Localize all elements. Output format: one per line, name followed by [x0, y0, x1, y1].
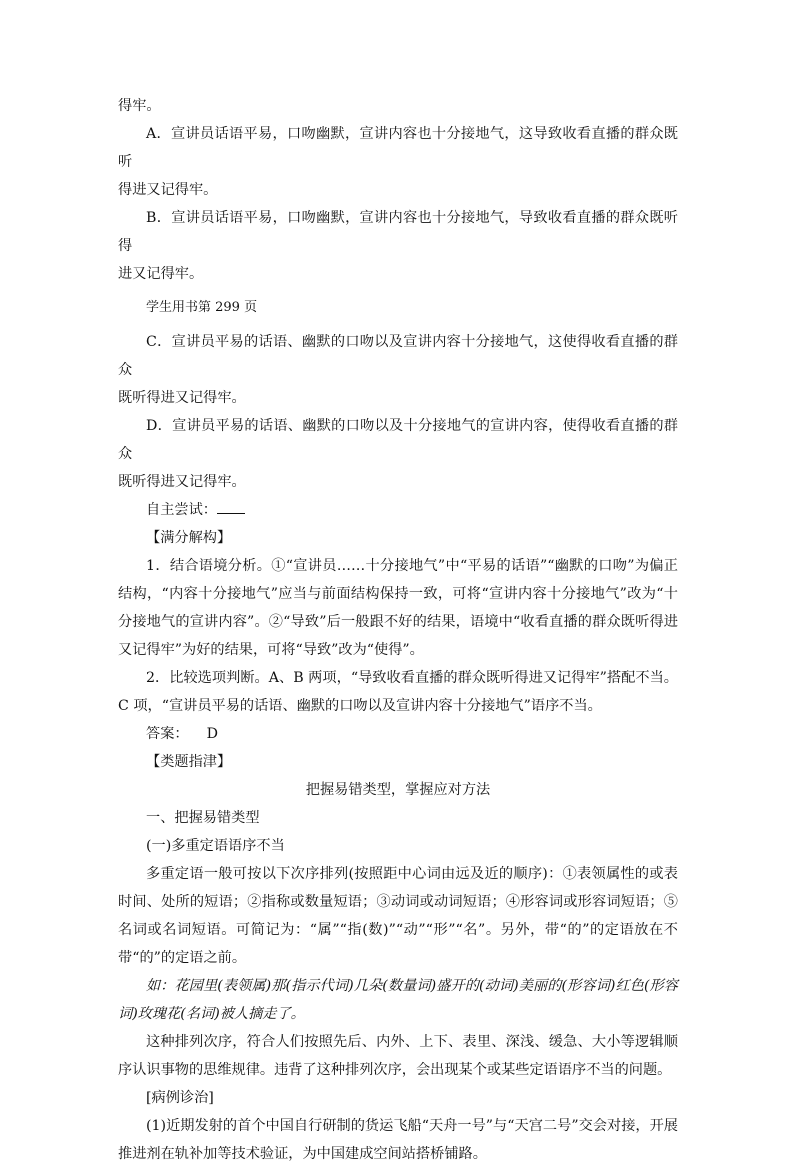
- answer-label: 答案：: [146, 726, 189, 742]
- option-a-line-1: A．宣讲员话语平易，口吻幽默，宣讲内容也十分接地气，这导致收看直播的群众既听: [118, 126, 678, 170]
- option-d-line-2: 既听得进又记得牢。: [118, 474, 246, 490]
- example-sentence: 如：花园里(表领属)那(指示代词)几朵(数量词)盛开的(动词)美丽的(形容词)红色(形容词)玫瑰花(名词)被人摘走了。: [118, 978, 678, 1022]
- body-paragraph-1: 多重定语一般可按以下次序排列(按照距中心词由远及近的顺序)：①表领属性的或表时间、处所的短语；②指称或数量短语；③动词或动词短语；④形容词或形容词短语；⑤名词或名词短语。可简记为：“属”“指(数)”“动”“形”“名”。另外，带“的”的定语放在不带“的”的定语之前。: [118, 866, 678, 966]
- section-title: 把握易错类型，掌握应对方法: [305, 782, 491, 798]
- answer-value: D: [206, 726, 218, 742]
- full-analysis-heading: 【满分解构】: [146, 530, 232, 546]
- option-a-line-2: 得进又记得牢。: [118, 182, 218, 198]
- option-b-line-2: 进又记得牢。: [118, 266, 204, 282]
- section-heading-1: 一、把握易错类型: [146, 810, 260, 826]
- analysis-2: 2．比较选项判断。A、B 两项，“导致收看直播的群众既听得进又记得牢”搭配不当。C 项，“宣讲员平易的话语、幽默的口吻以及宣讲内容十分接地气”语序不当。: [118, 670, 678, 714]
- option-c-line-1: C．宣讲员平易的话语、幽默的口吻以及宣讲内容十分接地气，这使得收看直播的群众: [118, 334, 678, 378]
- answer: [118, 720, 678, 748]
- self-try-label: 自主尝试：: [146, 502, 217, 518]
- analysis-1: 1．结合语境分析。①“宣讲员……十分接地气”中“平易的话语”“幽默的口吻”为偏正结构，“内容十分接地气”应当与前面结构保持一致，可将“宣讲内容十分接地气”改为“十分接地气的宣讲内容”。②“导致”后一般跟不好的结果，语境中“收看直播的群众既听得进又记得牢”为好的结果，可将“导致”改为“使得”。: [118, 558, 678, 658]
- document-page: [118, 92, 678, 1168]
- option-b-line-1: B．宣讲员话语平易，口吻幽默，宣讲内容也十分接地气，导致收看直播的群众既听得: [118, 210, 678, 254]
- subsection-heading-1: (一)多重定语语序不当: [146, 838, 285, 854]
- page-reference: 学生用书第 299 页: [146, 300, 258, 315]
- answer-blank[interactable]: [217, 513, 245, 514]
- guide-heading: 【类题指津】: [146, 754, 232, 770]
- option-c-line-2: 既听得进又记得牢。: [118, 390, 246, 406]
- option-d-line-1: D．宣讲员平易的话语、幽默的口吻以及十分接地气的宣讲内容，使得收看直播的群众: [118, 418, 678, 462]
- body-paragraph-2: 这种排列次序，符合人们按照先后、内外、上下、表里、深浅、缓急、大小等逻辑顺序认识事物的思维规律。违背了这种排列次序，会出现某个或某些定语语序不当的问题。: [118, 1034, 678, 1078]
- case-1: (1)近期发射的首个中国自行研制的货运飞船“天舟一号”与“天宫二号”交会对接，开展推进剂在轨补加等技术验证，为中国建成空间站搭桥铺路。: [118, 1118, 678, 1162]
- case-heading: [病例诊治]: [146, 1090, 214, 1106]
- text-line: 得牢。: [118, 98, 161, 114]
- self-try: [118, 496, 678, 524]
